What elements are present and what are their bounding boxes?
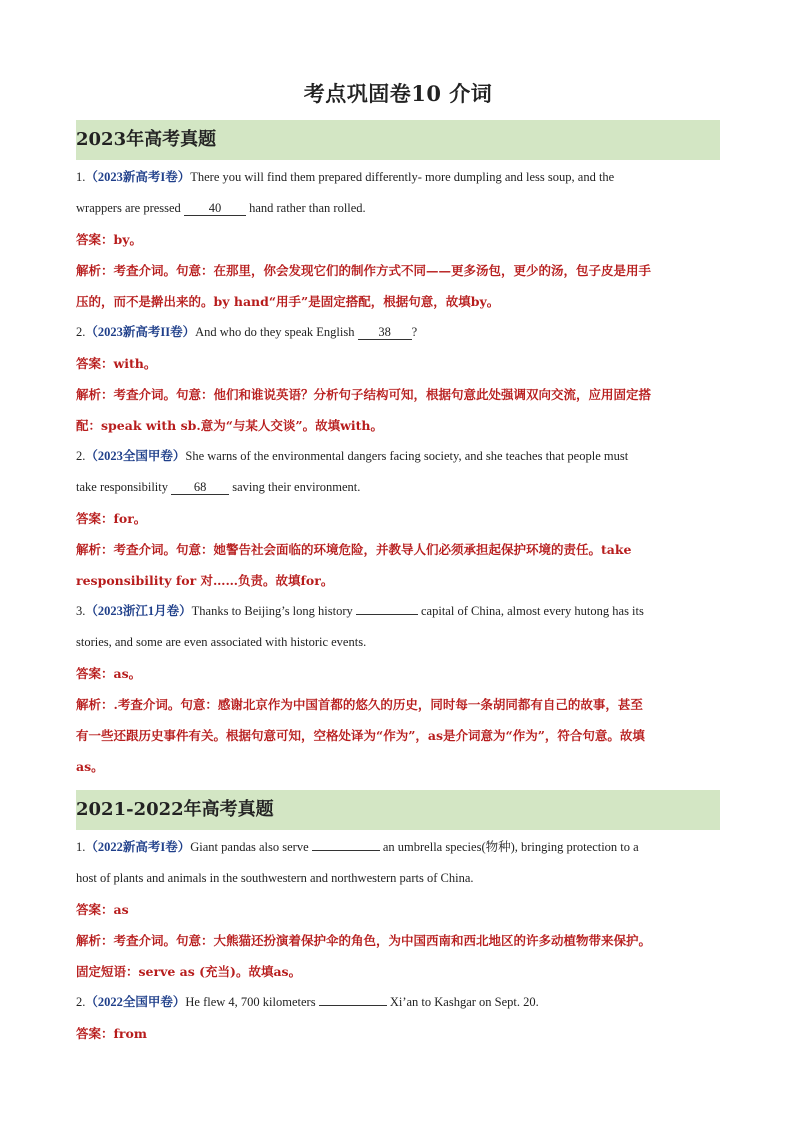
answer-blank bbox=[319, 1005, 387, 1006]
question-line: host of plants and animals in the southwestern and northwestern parts of China. bbox=[76, 871, 474, 885]
answer: 答案：as。 bbox=[76, 666, 142, 681]
section-heading: 2023年高考真题 bbox=[76, 120, 720, 160]
answer-blank: 68 bbox=[171, 480, 229, 495]
question-line: 2.（2023新高考II卷）And who do they speak English 38 ? bbox=[76, 325, 418, 339]
page-title: 考点巩固卷10 介词 bbox=[303, 81, 493, 106]
answer-blank bbox=[312, 850, 380, 851]
explanation-line: responsibility for 对……负责。故填for。 bbox=[76, 573, 334, 588]
answer: 答案：for。 bbox=[76, 511, 147, 526]
explanation-line: as。 bbox=[76, 759, 104, 774]
question-line: 1.（2022新高考I卷）Giant pandas also serve an umbrella species(物种), bringing protection to a bbox=[76, 840, 639, 854]
explanation-line: 解析：考查介词。句意：在那里，你会发现它们的制作方式不同——更多汤包，更少的汤，包子皮是用手 bbox=[76, 263, 652, 278]
answer: 答案：as bbox=[76, 902, 129, 917]
question-line: 1.（2023新高考I卷）There you will find them prepared differently- more dumpling and less soup, and the bbox=[76, 170, 615, 184]
explanation-line: 解析：考查介词。句意：他们和谁说英语？分析句子结构可知，根据句意此处强调双向交流，应用固定搭 bbox=[76, 387, 652, 402]
question-line: 2.（2023全国甲卷）She warns of the environmental dangers facing society, and she teaches that people must bbox=[76, 449, 629, 463]
section-heading: 2021-2022年高考真题 bbox=[76, 790, 720, 830]
answer: 答案：with。 bbox=[76, 356, 157, 371]
question-source: （2022新高考I卷） bbox=[85, 840, 191, 854]
question-line: wrappers are pressed 40 hand rather than rolled. bbox=[76, 201, 366, 215]
question-line: 2.（2022全国甲卷）He flew 4, 700 kilometers Xi’an to Kashgar on Sept. 20. bbox=[76, 995, 539, 1009]
answer-blank: 40 bbox=[184, 201, 246, 216]
explanation-line: 固定短语：serve as (充当)。故填as。 bbox=[76, 964, 302, 979]
explanation-line: 解析：.考查介词。句意：感谢北京作为中国首都的悠久的历史，同时每一条胡同都有自己的故事，甚至 bbox=[76, 697, 643, 712]
explanation-line: 压的，而不是擀出来的。by hand“用手”是固定搭配，根据句意，故填by。 bbox=[76, 294, 500, 309]
answer: 答案：by。 bbox=[76, 232, 143, 247]
explanation-line: 解析：考查介词。句意：她警告社会面临的环境危险，并教导人们必须承担起保护环境的责任。take bbox=[76, 542, 632, 557]
question-source: （2023新高考I卷） bbox=[85, 170, 191, 184]
document-page bbox=[76, 78, 720, 1049]
question-line: 3.（2023浙江1月卷）Thanks to Beijing’s long history capital of China, almost every hutong has its bbox=[76, 604, 644, 618]
question-source: （2022全国甲卷） bbox=[85, 995, 186, 1009]
explanation-line: 配：speak with sb.意为“与某人交谈”。故填with。 bbox=[76, 418, 383, 433]
question-line: take responsibility 68 saving their environment. bbox=[76, 480, 361, 494]
question-source: （2023浙江1月卷） bbox=[85, 604, 192, 618]
answer: 答案：from bbox=[76, 1026, 148, 1041]
answer-blank: 38 bbox=[358, 325, 412, 340]
explanation-line: 解析：考查介词。句意：大熊猫还扮演着保护伞的角色，为中国西南和西北地区的许多动植物带来保护。 bbox=[76, 933, 652, 948]
explanation-line: 有一些还跟历史事件有关。根据句意可知，空格处译为“作为”，as是介词意为“作为”，符合句意。故填 bbox=[76, 728, 645, 743]
question-source: （2023全国甲卷） bbox=[85, 449, 186, 463]
question-line: stories, and some are even associated with historic events. bbox=[76, 635, 367, 649]
answer-blank bbox=[356, 614, 418, 615]
question-source: （2023新高考II卷） bbox=[85, 325, 196, 339]
